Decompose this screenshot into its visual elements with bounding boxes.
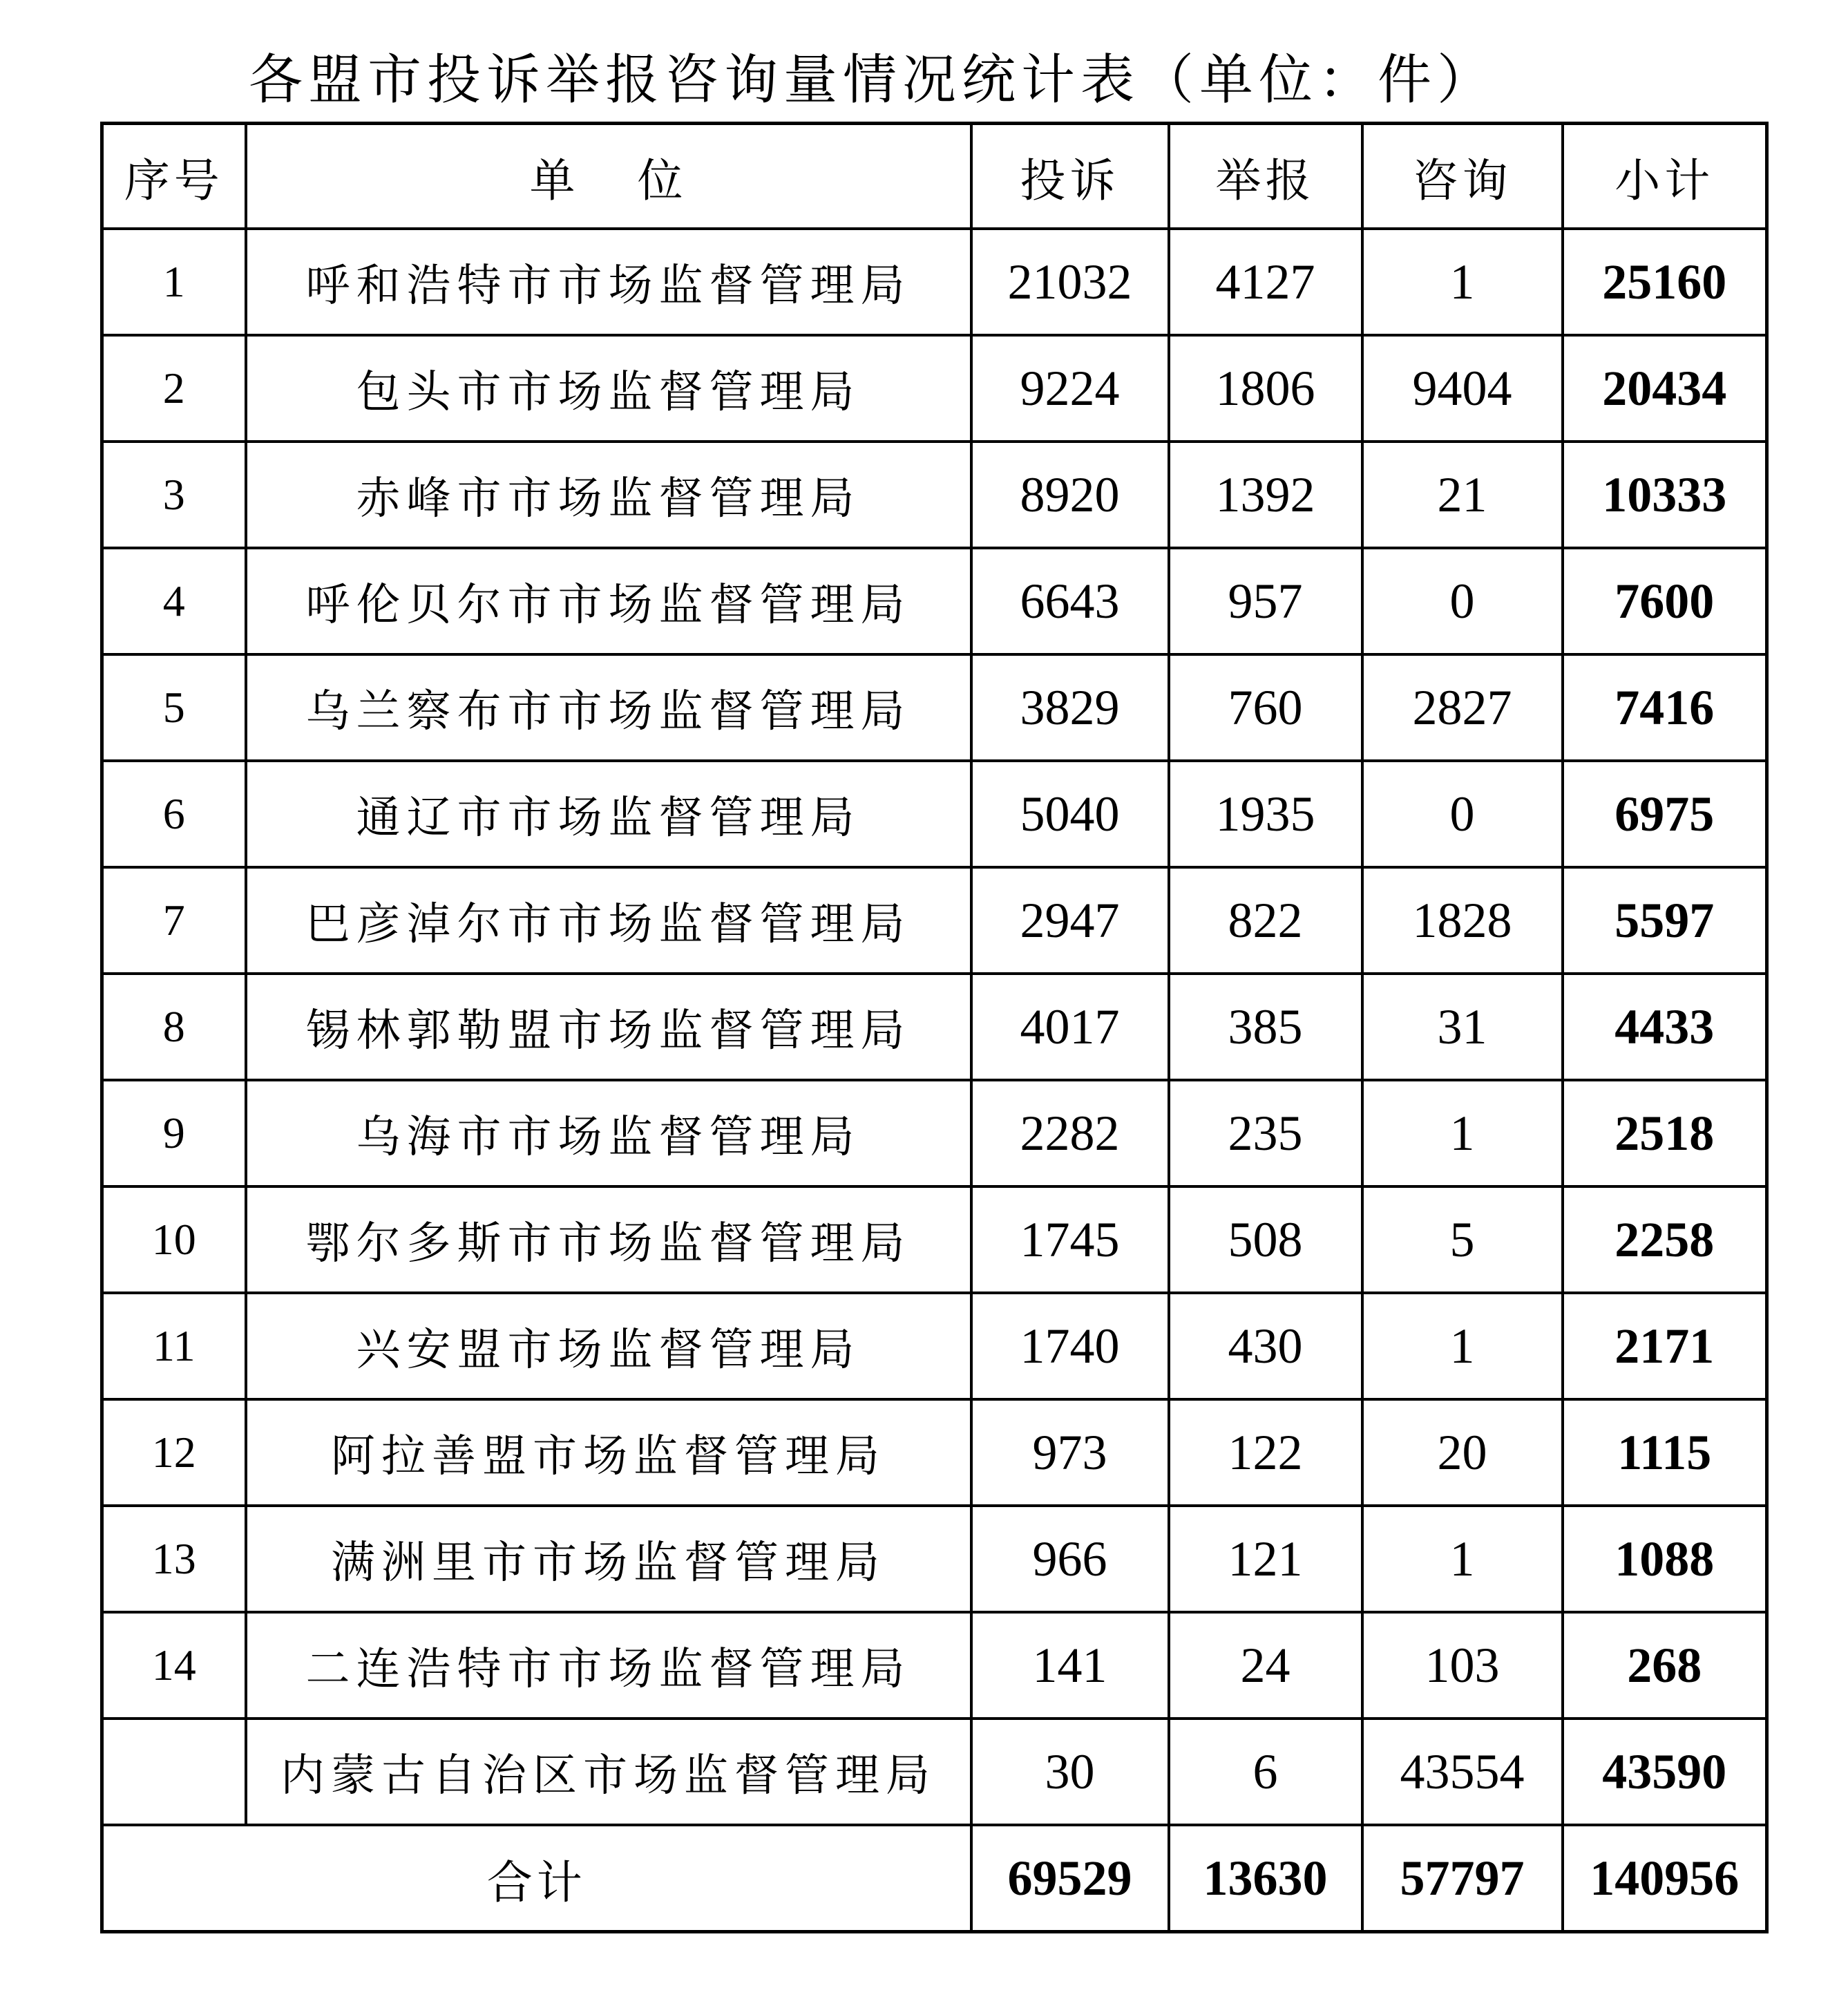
cell-complaint: 9224 xyxy=(971,335,1169,442)
cell-subtotal: 4433 xyxy=(1563,974,1767,1080)
table-row xyxy=(102,867,1767,974)
cell-subtotal: 1088 xyxy=(1563,1506,1767,1612)
table-row xyxy=(102,1080,1767,1186)
total-consult: 57797 xyxy=(1362,1825,1563,1932)
total-report: 13630 xyxy=(1169,1825,1362,1932)
cell-unit: 锡林郭勒盟市场监督管理局 xyxy=(246,974,971,1080)
total-subtotal: 140956 xyxy=(1563,1825,1767,1932)
cell-complaint: 1745 xyxy=(971,1186,1169,1293)
total-row xyxy=(102,1825,1767,1932)
cell-consult: 1 xyxy=(1362,229,1563,335)
cell-unit: 内蒙古自治区市场监督管理局 xyxy=(246,1719,971,1825)
cell-consult: 9404 xyxy=(1362,335,1563,442)
table-row xyxy=(102,1399,1767,1506)
table-row xyxy=(102,761,1767,867)
cell-unit: 乌兰察布市市场监督管理局 xyxy=(246,654,971,761)
cell-subtotal: 20434 xyxy=(1563,335,1767,442)
cell-no xyxy=(102,1719,246,1825)
cell-report: 24 xyxy=(1169,1612,1362,1719)
cell-consult: 43554 xyxy=(1362,1719,1563,1825)
cell-consult: 1 xyxy=(1362,1293,1563,1399)
cell-complaint: 2282 xyxy=(971,1080,1169,1186)
cell-report: 4127 xyxy=(1169,229,1362,335)
cell-complaint: 973 xyxy=(971,1399,1169,1506)
cell-unit: 呼伦贝尔市市场监督管理局 xyxy=(246,548,971,654)
cell-report: 385 xyxy=(1169,974,1362,1080)
cell-no: 7 xyxy=(102,867,246,974)
header-row xyxy=(102,124,1767,229)
cell-complaint: 30 xyxy=(971,1719,1169,1825)
table-row xyxy=(102,1612,1767,1719)
cell-complaint: 1740 xyxy=(971,1293,1169,1399)
cell-subtotal: 1115 xyxy=(1563,1399,1767,1506)
cell-complaint: 4017 xyxy=(971,974,1169,1080)
header-complaint: 投诉 xyxy=(971,124,1169,229)
cell-report: 760 xyxy=(1169,654,1362,761)
table-row xyxy=(102,1506,1767,1612)
cell-unit: 巴彦淖尔市市场监督管理局 xyxy=(246,867,971,974)
cell-report: 122 xyxy=(1169,1399,1362,1506)
cell-subtotal: 7600 xyxy=(1563,548,1767,654)
header-consult: 咨询 xyxy=(1362,124,1563,229)
cell-complaint: 21032 xyxy=(971,229,1169,335)
cell-complaint: 966 xyxy=(971,1506,1169,1612)
cell-report: 822 xyxy=(1169,867,1362,974)
cell-no: 5 xyxy=(102,654,246,761)
cell-report: 6 xyxy=(1169,1719,1362,1825)
cell-unit: 通辽市市场监督管理局 xyxy=(246,761,971,867)
page-title: 各盟市投诉举报咨询量情况统计表（单位：件） xyxy=(249,49,1497,111)
cell-report: 957 xyxy=(1169,548,1362,654)
cell-report: 121 xyxy=(1169,1506,1362,1612)
cell-report: 1392 xyxy=(1169,442,1362,548)
header-no: 序号 xyxy=(102,124,246,229)
cell-no: 2 xyxy=(102,335,246,442)
cell-consult: 1828 xyxy=(1362,867,1563,974)
cell-consult: 0 xyxy=(1362,548,1563,654)
cell-consult: 0 xyxy=(1362,761,1563,867)
table-row xyxy=(102,548,1767,654)
cell-no: 1 xyxy=(102,229,246,335)
cell-consult: 1 xyxy=(1362,1506,1563,1612)
cell-subtotal: 25160 xyxy=(1563,229,1767,335)
header-subtotal: 小计 xyxy=(1563,124,1767,229)
cell-complaint: 141 xyxy=(971,1612,1169,1719)
cell-subtotal: 10333 xyxy=(1563,442,1767,548)
cell-consult: 21 xyxy=(1362,442,1563,548)
cell-no: 11 xyxy=(102,1293,246,1399)
cell-report: 235 xyxy=(1169,1080,1362,1186)
table-row xyxy=(102,442,1767,548)
cell-subtotal: 7416 xyxy=(1563,654,1767,761)
cell-consult: 20 xyxy=(1362,1399,1563,1506)
header-unit-part2: 位 xyxy=(637,153,687,207)
table-body xyxy=(102,229,1767,1825)
cell-no: 12 xyxy=(102,1399,246,1506)
cell-subtotal: 2518 xyxy=(1563,1080,1767,1186)
cell-no: 14 xyxy=(102,1612,246,1719)
cell-consult: 1 xyxy=(1362,1080,1563,1186)
total-complaint: 69529 xyxy=(971,1825,1169,1932)
cell-consult: 5 xyxy=(1362,1186,1563,1293)
table-row xyxy=(102,1719,1767,1825)
cell-unit: 满洲里市市场监督管理局 xyxy=(246,1506,971,1612)
cell-no: 13 xyxy=(102,1506,246,1612)
table-row xyxy=(102,974,1767,1080)
cell-report: 1806 xyxy=(1169,335,1362,442)
header-report: 举报 xyxy=(1169,124,1362,229)
cell-no: 6 xyxy=(102,761,246,867)
cell-unit: 兴安盟市场监督管理局 xyxy=(246,1293,971,1399)
header-unit-part1: 单 xyxy=(529,153,580,207)
table-header xyxy=(102,124,1767,229)
cell-unit: 阿拉善盟市场监督管理局 xyxy=(246,1399,971,1506)
header-unit xyxy=(246,124,971,229)
cell-unit: 包头市市场监督管理局 xyxy=(246,335,971,442)
cell-unit: 赤峰市市场监督管理局 xyxy=(246,442,971,548)
cell-complaint: 2947 xyxy=(971,867,1169,974)
cell-subtotal: 6975 xyxy=(1563,761,1767,867)
cell-subtotal: 43590 xyxy=(1563,1719,1767,1825)
cell-report: 508 xyxy=(1169,1186,1362,1293)
cell-subtotal: 268 xyxy=(1563,1612,1767,1719)
cell-no: 4 xyxy=(102,548,246,654)
cell-complaint: 5040 xyxy=(971,761,1169,867)
cell-complaint: 6643 xyxy=(971,548,1169,654)
cell-subtotal: 2171 xyxy=(1563,1293,1767,1399)
table-footer xyxy=(102,1825,1767,1932)
cell-consult: 103 xyxy=(1362,1612,1563,1719)
cell-report: 1935 xyxy=(1169,761,1362,867)
cell-subtotal: 5597 xyxy=(1563,867,1767,974)
cell-unit: 鄂尔多斯市市场监督管理局 xyxy=(246,1186,971,1293)
total-label: 合计 xyxy=(102,1825,971,1932)
cell-unit: 呼和浩特市市场监督管理局 xyxy=(246,229,971,335)
cell-complaint: 3829 xyxy=(971,654,1169,761)
cell-no: 10 xyxy=(102,1186,246,1293)
cell-complaint: 8920 xyxy=(971,442,1169,548)
complaint-statistics-table xyxy=(100,122,1769,1933)
cell-no: 8 xyxy=(102,974,246,1080)
cell-subtotal: 2258 xyxy=(1563,1186,1767,1293)
cell-no: 3 xyxy=(102,442,246,548)
cell-consult: 2827 xyxy=(1362,654,1563,761)
cell-unit: 乌海市市场监督管理局 xyxy=(246,1080,971,1186)
table-row xyxy=(102,229,1767,335)
table-row xyxy=(102,1186,1767,1293)
cell-report: 430 xyxy=(1169,1293,1362,1399)
table-row xyxy=(102,1293,1767,1399)
cell-no: 9 xyxy=(102,1080,246,1186)
table-row xyxy=(102,654,1767,761)
cell-unit: 二连浩特市市场监督管理局 xyxy=(246,1612,971,1719)
table-row xyxy=(102,335,1767,442)
cell-consult: 31 xyxy=(1362,974,1563,1080)
